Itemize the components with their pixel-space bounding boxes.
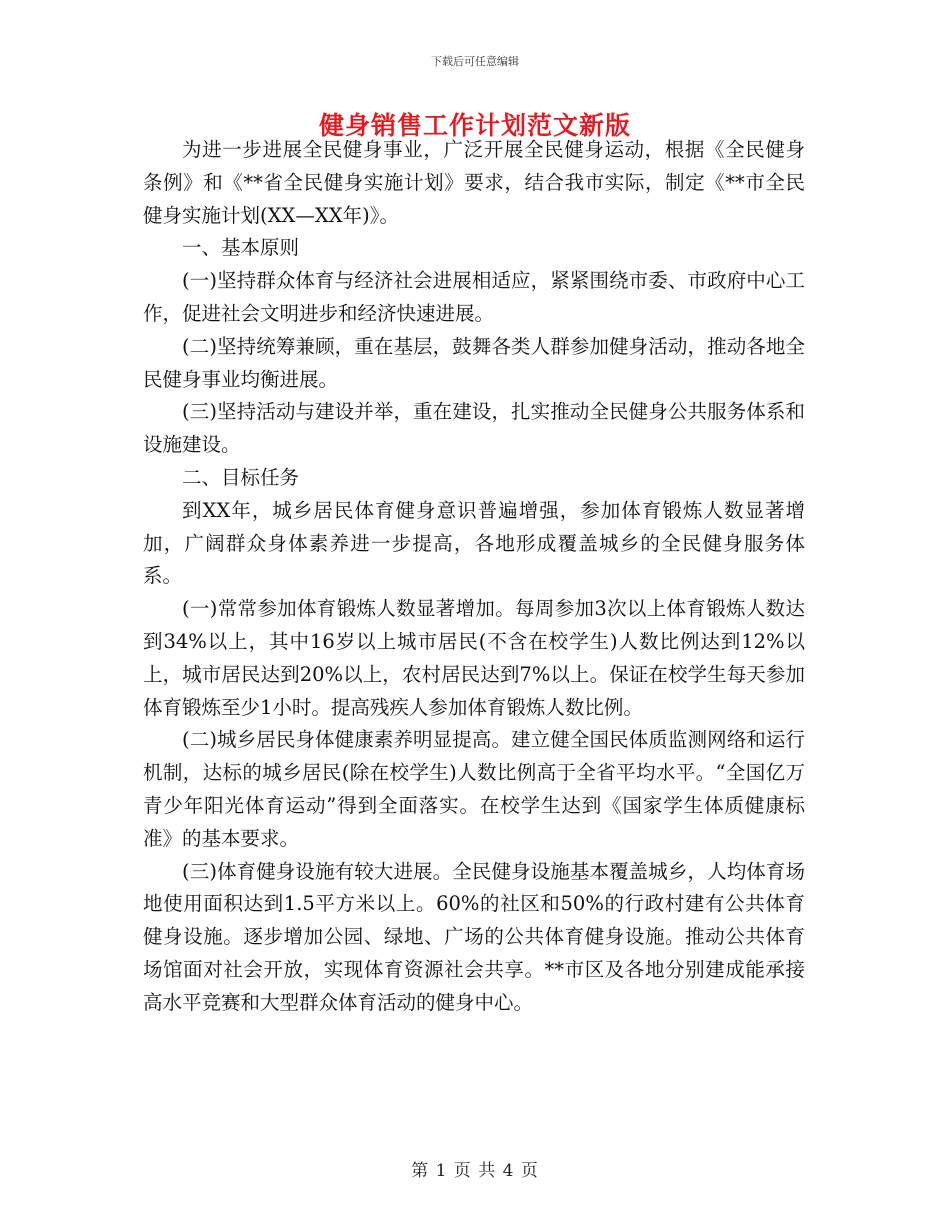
document-title: 健身销售工作计划范文新版 [318,111,631,140]
page-number-footer: 第 1 页 共 4 页 [411,1161,539,1181]
paragraph-intro: 为进一步进展全民健身事业，广泛开展全民健身运动，根据《全民健身条例》和《**省全民健身实施计划》要求，结合我市实际，制定《**市全民健身实施计划(XX—XX年)》。 [143,138,805,227]
paragraph-goal-2: (二)城乡居民身体健康素养明显提高。建立健全国民体质监测网络和运行机制，达标的城乡居民(除在校学生)人数比例高于全省平均水平。“全国亿万青少年阳光体育运动”得到全面落实。在校学生达到《国家学生体质健康标准》的基本要求。 [143,728,805,850]
section-heading-goals: 二、目标任务 [182,465,300,489]
paragraph-goal-1: (一)常常参加体育锻炼人数显著增加。每周参加3次以上体育锻炼人数达到34%以上，其中16岁以上城市居民(不含在校学生)人数比例达到12%以上，城市居民达到20%以上，农村居民达到7%以上。保证在校学生每天参加体育锻炼至少1小时。提高残疾人参加体育锻炼人数比例。 [143,597,805,719]
document-body [143,134,805,1020]
paragraph-principle-1: (一)坚持群众体育与经济社会进展相适应，紧紧围绕市委、市政府中心工作，促进社会文明进步和经济快速进展。 [143,269,805,325]
header-note: 下载后可任意编辑 [431,55,519,68]
paragraph-goals-intro: 到XX年，城乡居民体育健身意识普遍增强，参加体育锻炼人数显著增加，广阔群众身体素养进一步提高，各地形成覆盖城乡的全民健身服务体系。 [143,498,805,588]
section-heading-principles: 一、基本原则 [182,236,300,260]
paragraph-goal-3: (三)体育健身设施有较大进展。全民健身设施基本覆盖城乡，人均体育场地使用面积达到1.5平方米以上。60%的社区和50%的行政村建有公共体育健身设施。逐步增加公园、绿地、广场的公共体育健身设施。推动公共体育场馆面对社会开放，实现体育资源社会共享。**市区及各地分别建成能承接高水平竞赛和大型群众体育活动的健身中心。 [143,859,805,1014]
paragraph-principle-2: (二)坚持统筹兼顾，重在基层，鼓舞各类人群参加健身活动，推动各地全民健身事业均衡进展。 [143,334,805,391]
paragraph-principle-3: (三)坚持活动与建设并举，重在建设，扎实推动全民健身公共服务体系和设施建设。 [143,400,805,457]
